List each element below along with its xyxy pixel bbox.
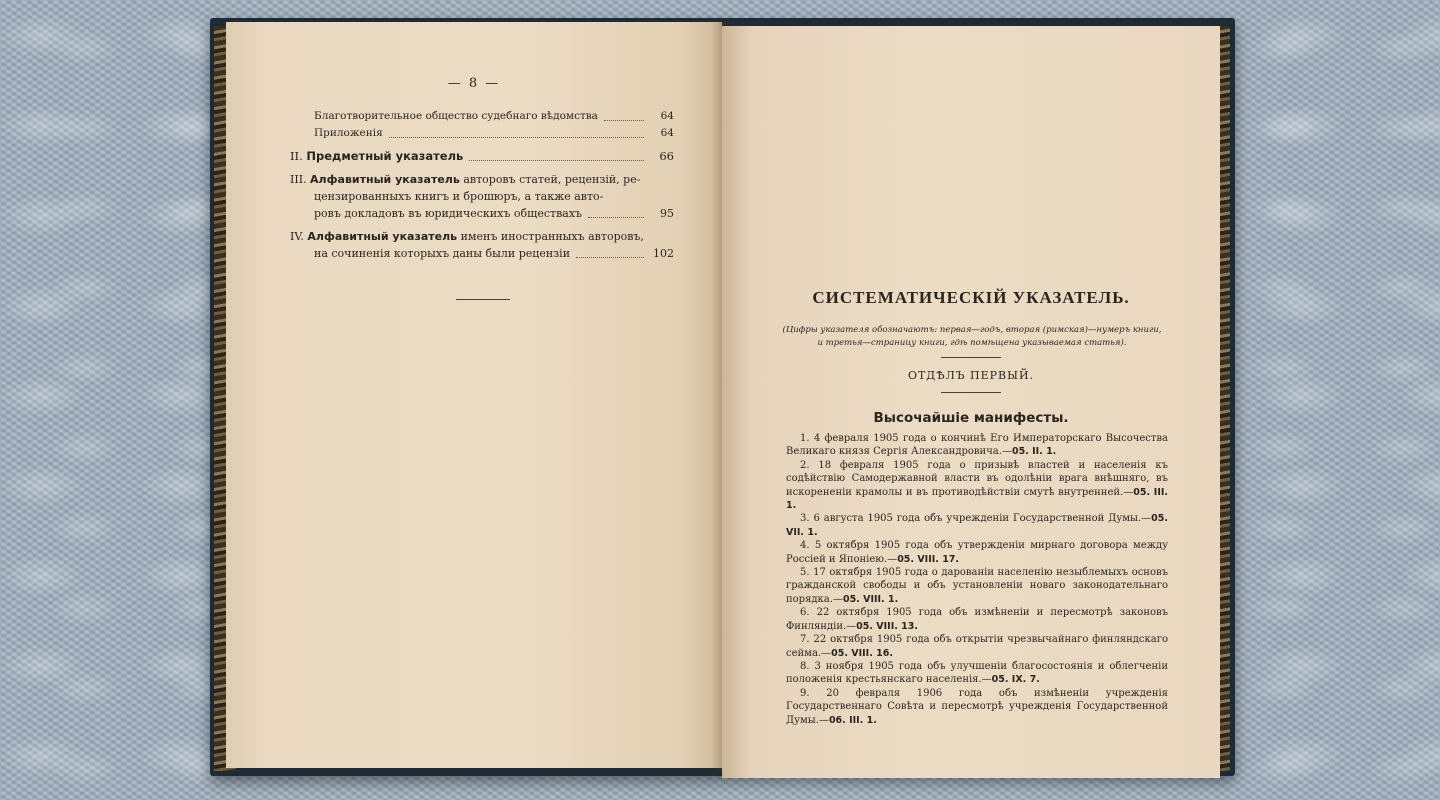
toc-section bbox=[290, 228, 674, 262]
toc-page: 102 bbox=[653, 247, 674, 260]
section-title: Предметный указатель bbox=[306, 149, 464, 163]
list-item bbox=[786, 432, 1168, 459]
entry-text: 8. 3 ноября 1905 года объ улучшеніи благосостоянія и облегченіи положенія крестьянскаго населенія.— bbox=[786, 660, 1168, 686]
toc-section bbox=[290, 171, 674, 222]
page-number: — 8 — bbox=[447, 76, 501, 91]
toc-section bbox=[290, 148, 674, 165]
toc-dots bbox=[389, 137, 644, 138]
entry-text: 1. 4 февраля 1905 года о кончинѣ Его Императорскаго Высочества Великаго князя Сергія Александровича.— bbox=[786, 433, 1168, 458]
section-heading: Высочайшіе манифесты. bbox=[873, 410, 1069, 426]
section-title: Алфавитный указатель bbox=[310, 173, 460, 186]
list-item bbox=[786, 606, 1168, 633]
entry-text: 4. 5 октября 1905 года объ утвержденіи мирнаго договора между Россіей и Японіею.— bbox=[786, 540, 1168, 565]
toc-row bbox=[314, 205, 674, 222]
toc-dots bbox=[588, 217, 644, 218]
list-item bbox=[786, 539, 1168, 566]
toc-entry bbox=[314, 125, 674, 142]
divider-rule bbox=[941, 392, 1001, 393]
section-text: авторовъ статей, рецензій, ре- bbox=[463, 173, 641, 186]
right-page bbox=[722, 26, 1220, 778]
toc-section-label bbox=[290, 148, 463, 165]
entries-list bbox=[786, 432, 1168, 727]
entry-ref: 05. VIII. 13. bbox=[856, 620, 918, 632]
toc-dots bbox=[576, 257, 644, 258]
entry-text: 2. 18 февраля 1905 года о призывѣ властей и населенія къ содѣйствію Самодержавной власти въ одолѣніи врага внѣшняго, въ искорененіи крамолы и въ противодѣйствіи смутѣ внутренней.— bbox=[786, 459, 1168, 498]
section-line: на сочиненія которыхъ даны были рецензіи bbox=[314, 247, 571, 260]
toc-section-first-line bbox=[290, 171, 674, 188]
section-line: цензированныхъ книгъ и брошюръ, а также авто- bbox=[314, 190, 604, 203]
entry-text: 3. 6 августа 1905 года объ учрежденіи Государственной Думы.— bbox=[800, 513, 1152, 525]
toc-label: Приложенія bbox=[314, 127, 383, 139]
index-title: СИСТЕМАТИЧЕСКІЙ УКАЗАТЕЛЬ. bbox=[812, 288, 1130, 307]
entry-text: 6. 22 октября 1905 года объ измѣненіи и пересмотрѣ законовъ Финляндіи.— bbox=[786, 607, 1168, 632]
toc-dots bbox=[469, 160, 644, 161]
entry-text: 9. 20 февраля 1906 года объ измѣненіи учрежденія Государственнаго Совѣта и пересмотрѣ учрежденія Государственной Думы.— bbox=[786, 687, 1168, 726]
section-title: Алфавитный указатель bbox=[307, 230, 458, 243]
divider-rule bbox=[941, 357, 1001, 358]
section-text: именъ иностранныхъ авторовъ, bbox=[460, 230, 644, 243]
entry-text: 5. 17 октября 1905 года о дарованіи населенію незыблемыхъ основъ гражданской свободы и объ установленіи новаго законодательнаго порядка.— bbox=[786, 567, 1168, 605]
entry-ref: 05. III. 1. bbox=[786, 486, 1168, 512]
part-heading: ОТДѢЛЪ ПЕРВЫЙ. bbox=[907, 369, 1035, 382]
entry-ref: 05. IX. 7. bbox=[991, 674, 1040, 686]
toc-section-first-line bbox=[290, 228, 674, 245]
toc-row bbox=[314, 245, 674, 262]
toc-page: 64 bbox=[660, 127, 674, 139]
toc-page: 64 bbox=[660, 110, 674, 122]
entry-ref: 05. II. 1. bbox=[1011, 446, 1057, 458]
end-rule bbox=[456, 299, 510, 300]
list-item bbox=[786, 687, 1168, 727]
entry-text: 7. 22 октября 1905 года объ открытіи чрезвычайнаго финляндскаго сейма.— bbox=[786, 634, 1168, 659]
table-of-contents bbox=[290, 108, 674, 262]
left-page bbox=[226, 22, 722, 768]
list-item bbox=[786, 633, 1168, 660]
list-item bbox=[786, 566, 1168, 606]
entry-ref: 06. III. 1. bbox=[828, 714, 877, 726]
toc-page: 95 bbox=[660, 207, 674, 220]
section-numeral: III. bbox=[290, 173, 307, 186]
toc-dots bbox=[604, 120, 644, 121]
entry-ref: 05. VIII. 1. bbox=[842, 593, 899, 605]
toc-entry bbox=[314, 108, 674, 125]
section-numeral: II. bbox=[290, 149, 303, 163]
index-note: (Цифры указателя обозначаютъ: первая—годъ, вторая (римская)—нумеръ книги, и третья—страницу книги, гдѣ помѣщена указываемая статья). bbox=[782, 325, 1162, 348]
entry-ref: 05. VII. 1. bbox=[786, 513, 1168, 538]
list-item bbox=[786, 459, 1168, 513]
toc-page: 66 bbox=[659, 149, 674, 163]
section-numeral: IV. bbox=[290, 230, 304, 243]
list-item bbox=[786, 512, 1168, 539]
toc-label: Благотворительное общество судебнаго вѣдомства bbox=[314, 110, 598, 122]
entry-ref: 05. VIII. 16. bbox=[831, 647, 893, 659]
section-line: ровъ докладовъ въ юридическихъ обществахъ bbox=[314, 207, 583, 220]
entry-ref: 05. VIII. 17. bbox=[897, 553, 960, 565]
list-item bbox=[786, 660, 1168, 687]
